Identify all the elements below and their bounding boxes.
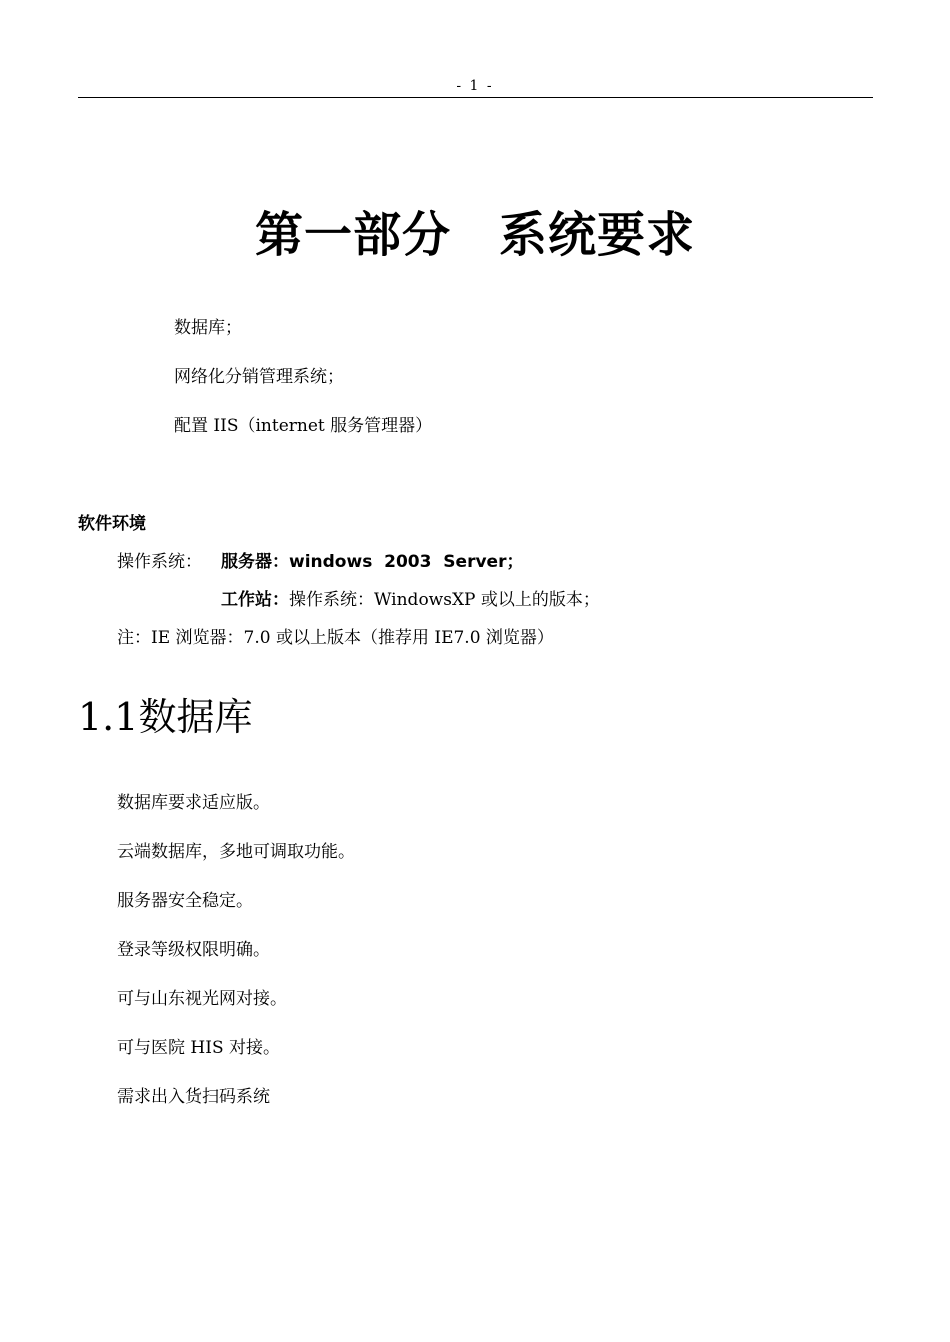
os-label: 操作系统： <box>117 552 202 572</box>
requirement-item: 网络化分销管理系统； <box>174 367 344 387</box>
page-number: - 1 - <box>456 78 494 94</box>
part-title <box>0 196 950 265</box>
section-heading <box>78 686 252 741</box>
workstation-line <box>221 585 600 610</box>
section-number: 1.1 <box>78 695 139 739</box>
part-title-text: 系统要求 <box>499 207 696 263</box>
server-value: windows 2003 Server； <box>289 552 524 572</box>
db-requirement-item: 登录等级权限明确。 <box>117 940 270 960</box>
requirement-item: 数据库； <box>174 318 242 338</box>
section-title: 数据库 <box>138 695 253 739</box>
db-requirement-item: 数据库要求适应版。 <box>117 793 270 813</box>
requirement-item: 配置 IIS（internet 服务管理器） <box>174 416 433 436</box>
os-line <box>117 547 202 572</box>
db-requirement-item: 可与医院 HIS 对接。 <box>117 1038 280 1058</box>
server-label: 服务器： <box>221 552 289 572</box>
workstation-value: 操作系统：WindowsXP 或以上的版本； <box>289 590 600 610</box>
db-requirement-item: 可与山东视光网对接。 <box>117 989 287 1009</box>
part-title-number: 第一部分 <box>254 207 451 263</box>
software-env-label: 软件环境 <box>78 514 146 534</box>
browser-note: 注：IE 浏览器：7.0 或以上版本（推荐用 IE7.0 浏览器） <box>117 628 554 648</box>
db-requirement-item: 需求出入货扫码系统 <box>117 1087 270 1107</box>
db-requirement-item: 云端数据库，多地可调取功能。 <box>117 842 355 862</box>
db-requirement-item: 服务器安全稳定。 <box>117 891 253 911</box>
server-line <box>221 547 523 572</box>
header-rule <box>78 97 873 98</box>
workstation-label: 工作站： <box>221 590 289 610</box>
